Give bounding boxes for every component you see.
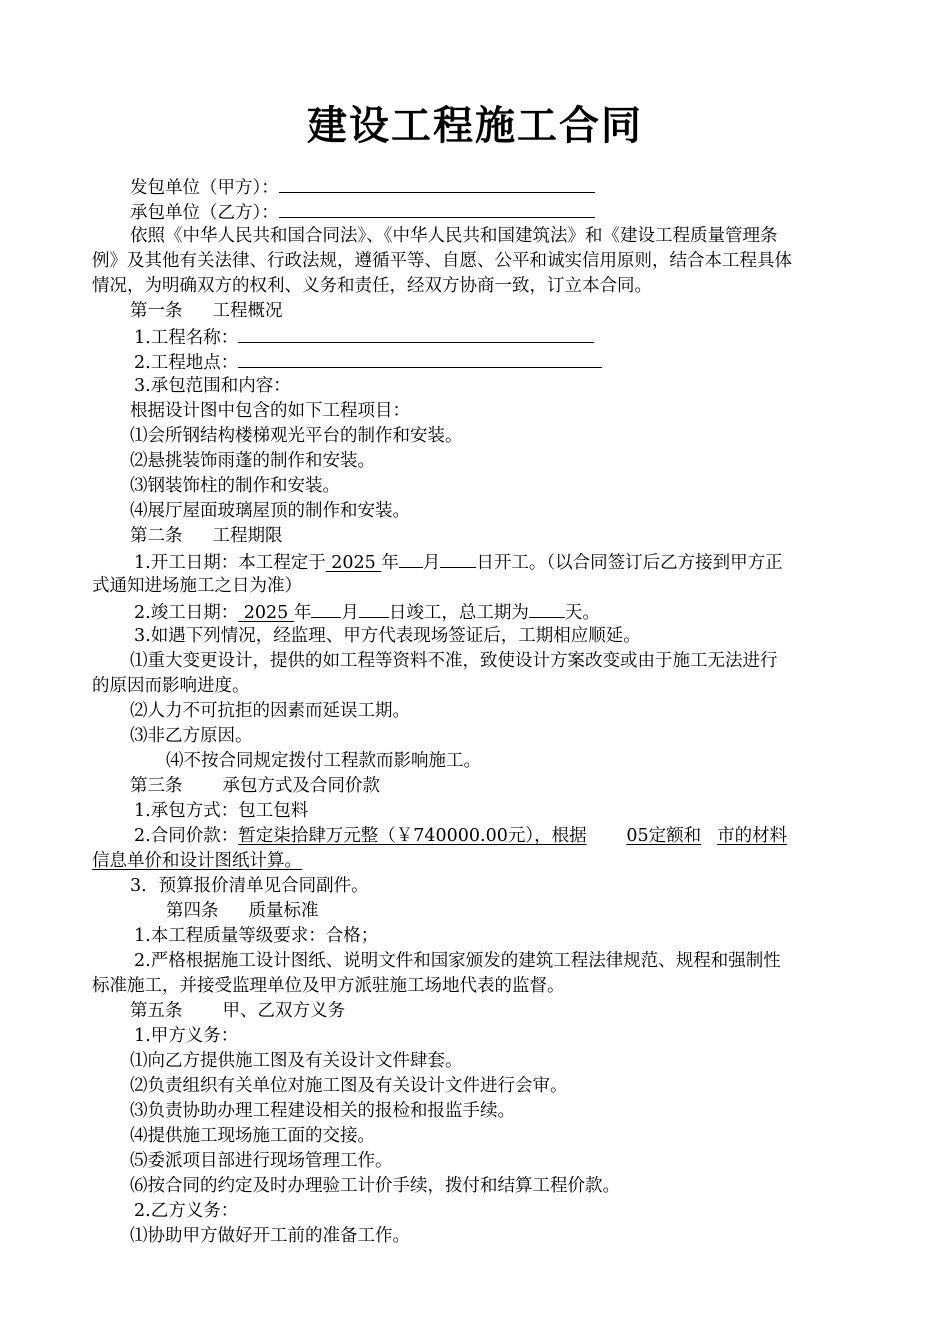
article-3-title: 承包方式及合同价款 bbox=[222, 776, 380, 796]
scope-item-3: ⑶钢装饰柱的制作和安装。 bbox=[130, 476, 340, 496]
start-month-char: 月 bbox=[422, 553, 441, 573]
preamble-line-3: 情况，为明确双方的权利、义务和责任，经双方协商一致，订立本合同。 bbox=[92, 276, 652, 296]
article-3-number: 第三条 bbox=[130, 776, 183, 796]
article-4-title: 质量标准 bbox=[248, 901, 319, 921]
article-2-title: 工程期限 bbox=[212, 526, 283, 546]
article-1-title: 工程概况 bbox=[212, 301, 283, 321]
end-year-value: 2025 bbox=[243, 603, 289, 623]
total-days-blank[interactable] bbox=[529, 599, 565, 618]
party-b-label: 承包单位（乙方）： bbox=[130, 203, 279, 223]
end-year[interactable] bbox=[238, 603, 294, 623]
delay-item-3: ⑶非乙方原因。 bbox=[130, 726, 253, 746]
party-a-blank[interactable] bbox=[279, 174, 595, 193]
party-a-duty-5: ⑸委派项目部进行现场管理工作。 bbox=[130, 1151, 393, 1171]
contract-method: 1.承包方式：包工包料 bbox=[134, 801, 309, 821]
project-name-label: 1.工程名称： bbox=[134, 328, 239, 348]
article-4-heading bbox=[166, 899, 936, 924]
project-name-blank[interactable] bbox=[238, 324, 594, 343]
delay-item-1b: 的原因而影响进度。 bbox=[92, 676, 250, 696]
start-year-value: 2025 bbox=[331, 553, 376, 573]
article-3-heading bbox=[130, 774, 900, 799]
end-date-mid: 日竣工，总工期为 bbox=[388, 603, 529, 623]
party-a-duty-4: ⑷提供施工现场施工面的交接。 bbox=[130, 1126, 375, 1146]
start-day-blank[interactable] bbox=[440, 549, 476, 568]
start-date-cont: 式通知进场施工之日为准） bbox=[92, 576, 302, 596]
article-1-heading bbox=[130, 299, 900, 324]
contract-price-cont-text: 信息单价和设计图纸计算。 bbox=[92, 851, 302, 871]
quality-standard-a: 2.严格根据施工设计图纸、说明文件和国家颁发的建筑工程法律规范、规程和强制性 bbox=[134, 951, 781, 971]
start-date-line bbox=[134, 549, 904, 576]
article-2-heading bbox=[130, 524, 900, 549]
quota-year: 05 bbox=[626, 826, 649, 846]
contract-price-line bbox=[134, 824, 904, 849]
delay-item-1a: ⑴重大变更设计，提供的如工程等资料不准，致使设计方案改变或由于施工无法进行 bbox=[130, 651, 778, 671]
party-a-duties-label: 1.甲方义务： bbox=[134, 1026, 239, 1046]
end-date-line bbox=[134, 599, 904, 626]
scope-item-4: ⑷展厅屋面玻璃屋顶的制作和安装。 bbox=[130, 501, 410, 521]
end-month-char: 月 bbox=[341, 603, 359, 623]
party-b-line bbox=[130, 199, 900, 226]
contract-price-text: 暂定柒拾肆万元整（￥740000.00元），根据 bbox=[238, 826, 587, 846]
material-text: 市的材料 bbox=[717, 826, 788, 846]
start-year[interactable] bbox=[326, 553, 382, 573]
party-a-duty-2: ⑵负责组织有关单位对施工图及有关设计文件进行会审。 bbox=[130, 1076, 568, 1096]
article-5-title: 甲、乙双方义务 bbox=[222, 1001, 345, 1021]
contract-price-cont bbox=[92, 849, 862, 874]
party-a-duty-3: ⑶负责协助办理工程建设相关的报检和报监手续。 bbox=[130, 1101, 515, 1121]
scope-item-1: ⑴会所钢结构楼梯观光平台的制作和安装。 bbox=[130, 426, 463, 446]
end-month-blank[interactable] bbox=[311, 599, 341, 618]
article-5-heading bbox=[130, 999, 900, 1024]
delay-item-2: ⑵人力不可抗拒的因素而延误工期。 bbox=[130, 701, 410, 721]
project-site-line bbox=[134, 349, 904, 376]
project-name-line bbox=[134, 324, 904, 351]
end-year-char: 年 bbox=[293, 603, 312, 623]
scope-item-2: ⑵悬挑装饰雨蓬的制作和安装。 bbox=[130, 451, 375, 471]
party-b-blank[interactable] bbox=[279, 199, 595, 218]
party-a-duty-6: ⑹按合同的约定及时办理验工计价手续，拨付和结算工程价款。 bbox=[130, 1176, 620, 1196]
days-char: 天。 bbox=[564, 603, 600, 623]
delay-conditions: 3.如遇下列情况，经监理、甲方代表现场签证后，工期相应顺延。 bbox=[134, 626, 641, 646]
project-site-label: 2.工程地点： bbox=[134, 353, 239, 373]
article-5-number: 第五条 bbox=[130, 1001, 183, 1021]
quality-standard-b: 标准施工，并接受监理单位及甲方派驻施工场地代表的监督。 bbox=[92, 976, 565, 996]
start-year-char: 年 bbox=[381, 553, 399, 573]
party-b-duties-label: 2.乙方义务： bbox=[134, 1201, 239, 1221]
party-a-duty-1: ⑴向乙方提供施工图及有关设计文件肆套。 bbox=[130, 1051, 463, 1071]
scope-label: 3.承包范围和内容： bbox=[134, 376, 291, 396]
quality-grade: 1.本工程质量等级要求：合格； bbox=[134, 926, 379, 946]
party-a-line bbox=[130, 174, 900, 201]
start-month-blank[interactable] bbox=[399, 549, 423, 568]
end-day-blank[interactable] bbox=[359, 599, 389, 618]
contract-price-label: 2.合同价款： bbox=[134, 826, 239, 846]
delay-item-4: ⑷不按合同规定拨付工程款而影响施工。 bbox=[166, 751, 481, 771]
article-1-number: 第一条 bbox=[130, 301, 183, 321]
article-4-number: 第四条 bbox=[166, 901, 219, 921]
preamble-line-1: 依照《中华人民共和国合同法》、《中华人民共和国建筑法》和《建设工程质量管理条 bbox=[130, 226, 778, 246]
preamble-line-2: 例》及其他有关法律、行政法规，遵循平等、自愿、公平和诚实信用原则，结合本工程具体 bbox=[92, 251, 792, 271]
party-b-duty-1: ⑴协助甲方做好开工前的准备工作。 bbox=[130, 1226, 410, 1246]
project-site-blank[interactable] bbox=[238, 349, 602, 368]
party-a-label: 发包单位（甲方）： bbox=[130, 178, 279, 198]
quota-text: 定额和 bbox=[648, 826, 702, 846]
start-date-suffix: 日开工。（以合同签订后乙方接到甲方正 bbox=[476, 553, 783, 573]
budget-line: 3．预算报价清单见合同副件。 bbox=[130, 876, 369, 896]
article-2-number: 第二条 bbox=[130, 526, 183, 546]
start-date-prefix: 1.开工日期：本工程定于 bbox=[134, 553, 326, 573]
document-title: 建设工程施工合同 bbox=[307, 102, 643, 149]
end-date-prefix: 2.竣工日期： bbox=[134, 603, 239, 623]
scope-intro: 根据设计图中包含的如下工程项目： bbox=[130, 401, 410, 421]
